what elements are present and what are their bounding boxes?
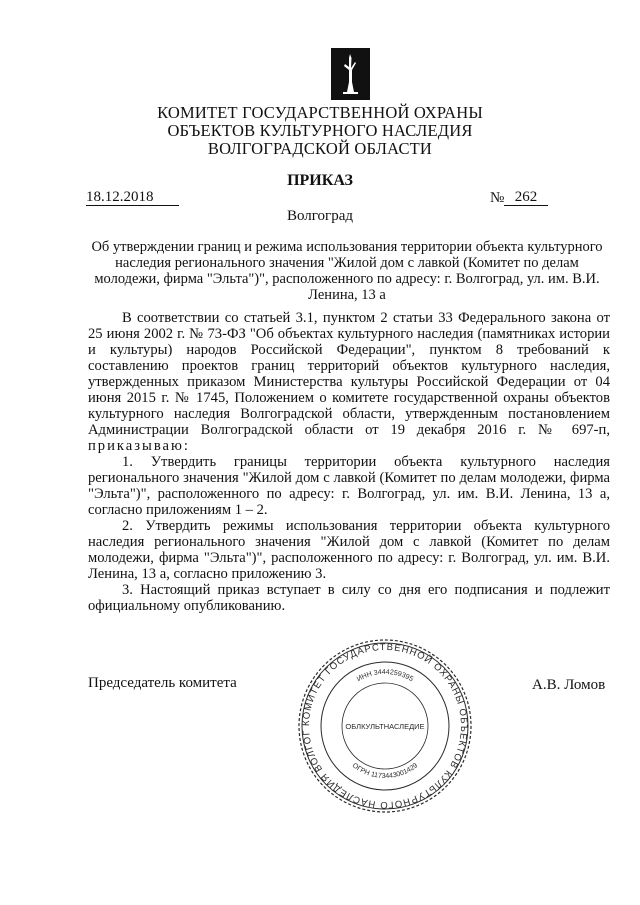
document-title: ПРИКАЗ bbox=[287, 172, 353, 189]
seal-inn: ИНН 3444259395 bbox=[355, 668, 415, 684]
item-3: 3. Настоящий приказ вступает в силу со дня его подписания и подлежит официальному опубликованию. bbox=[88, 582, 610, 614]
seal-outer-text: КОМИТЕТ ГОСУДАРСТВЕННОЙ ОХРАНЫ ОБЪЕКТОВ КУЛЬТУРНОГО НАСЛЕДИЯ ВОЛГОГ bbox=[300, 641, 470, 811]
svg-text:ОГРН 1173443001429 bbox=[351, 762, 419, 780]
seal-ogrn: ОГРН 1173443001429 bbox=[350, 762, 420, 781]
order-word: приказываю: bbox=[88, 438, 190, 454]
signatory-name: А.В. Ломов bbox=[532, 677, 606, 693]
order-number: 262 bbox=[504, 189, 548, 206]
seal-center-text: ОБЛКУЛЬТНАСЛЕДИЕ bbox=[345, 722, 425, 731]
signatory-position: Председатель комитета bbox=[88, 675, 237, 691]
order-date: 18.12.2018 bbox=[86, 189, 179, 206]
item-2: 2. Утвердить режимы использования территории объекта культурного наследия регионального значения "Жилой дом с лавкой (Комитет по делам молодежи, фирма "Эльта")", расположенного по адресу: г. Волгоград, ул. им. В.И. Ленина, 13 а, согласно приложению 3. bbox=[88, 518, 610, 582]
preamble-text: В соответствии со статьей 3.1, пунктом 2 статьи 33 Федерального закона от 25 июня 2002 г. № 73-ФЗ "Об объектах культурного наследия (памятниках истории и культуры) народов Российской Федерации", пунктом 8 требований к составлению проектов границ территорий объектов культурного наследия, утвержденных приказом Министерства культуры Российской Федерации от 04 июня 2015 г. № 1745, Положением о комитете государственной охраны объектов культурного наследия Волгоградской области, утвержденным постановлением Администрации Волгоградской области от 19 декабря 2016 г. № 697-п, bbox=[88, 310, 610, 438]
item-1: 1. Утвердить границы территории объекта культурного наследия регионального значения "Жилой дом с лавкой (Комитет по делам молодежи, фирма "Эльта")", расположенного по адресу: г. Волгоград, ул. им. В.И. Ленина, 13 а, согласно приложениям 1 – 2. bbox=[88, 454, 610, 518]
volgograd-emblem-icon bbox=[331, 48, 370, 100]
svg-text:ИНН 3444259395 bbox=[356, 669, 414, 683]
order-subject: Об утверждении границ и режима использования территории объекта культурного наследия регионального значения "Жилой дом с лавкой (Комитет по делам молодежи, фирма "Эльта")", расположенного по адресу: г. Волгоград, ул. им. В.И. Ленина, 13 а bbox=[91, 239, 603, 303]
order-body bbox=[88, 310, 610, 614]
org-name-line-2: ОБЪЕКТОВ КУЛЬТУРНОГО НАСЛЕДИЯ bbox=[167, 121, 473, 140]
order-number-label: № bbox=[490, 190, 505, 206]
org-name-line-3: ВОЛГОГРАДСКОЙ ОБЛАСТИ bbox=[207, 139, 433, 158]
official-seal-stamp bbox=[296, 637, 474, 815]
city: Волгоград bbox=[286, 208, 353, 224]
org-name-line-1: КОМИТЕТ ГОСУДАРСТВЕННОЙ ОХРАНЫ bbox=[157, 103, 483, 122]
preamble-paragraph bbox=[88, 310, 610, 454]
